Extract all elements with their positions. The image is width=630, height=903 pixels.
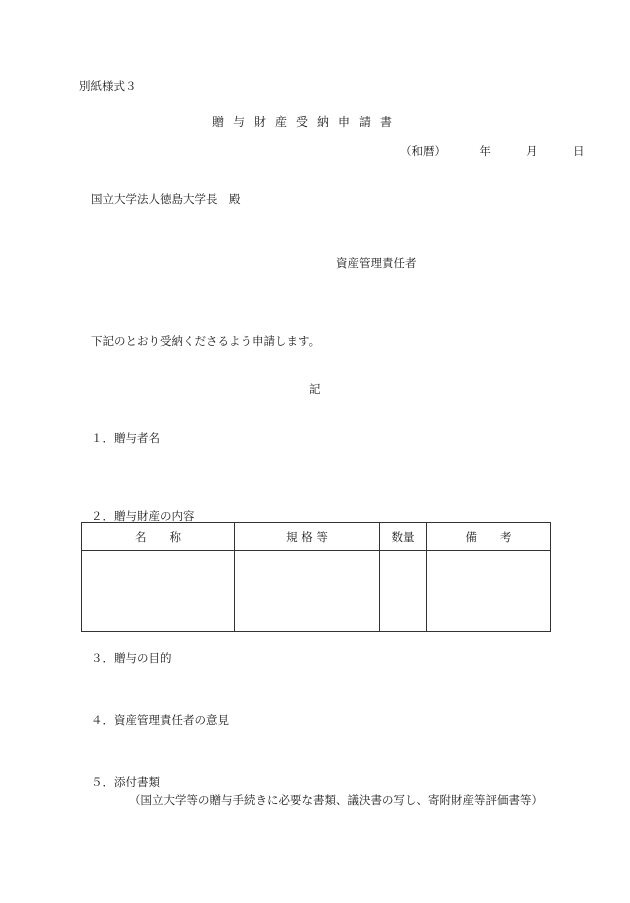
cell-spec[interactable] [235, 551, 380, 632]
section-property-contents: ２．贈与財産の内容 [91, 509, 195, 523]
attachments-note: （国立大学等の贈与手続きに必要な書類、議決書の写し、寄附財産等評価書等） [129, 793, 543, 807]
section-donation-purpose: ３．贈与の目的 [91, 651, 172, 665]
table-header-row [82, 523, 551, 551]
form-label: 別紙様式３ [79, 79, 137, 93]
section-donor-name: １．贈与者名 [91, 431, 160, 445]
header-name: 名 称 [82, 523, 235, 551]
page-title: 贈与財産受納申請書 [212, 115, 402, 129]
date-year: 年 [479, 144, 491, 158]
applicant-title: 資産管理責任者 [336, 256, 417, 270]
header-spec: 規 格 等 [235, 523, 380, 551]
date-era: （和暦） [400, 144, 446, 158]
request-text: 下記のとおり受納くださるよう申請します。 [91, 334, 321, 348]
date-line [400, 143, 584, 159]
section-manager-opinion: ４．資産管理責任者の意見 [91, 713, 229, 727]
header-quantity: 数量 [380, 523, 427, 551]
cell-remarks[interactable] [427, 551, 551, 632]
header-remarks: 備 考 [427, 523, 551, 551]
section-attachments: ５．添付書類 [91, 775, 160, 789]
addressee: 国立大学法人徳島大学長 殿 [91, 192, 241, 206]
date-day: 日 [572, 144, 585, 158]
cell-quantity[interactable] [380, 551, 427, 632]
property-table [81, 522, 551, 632]
ki-marker: 記 [309, 382, 321, 396]
date-month: 月 [526, 144, 538, 158]
cell-name[interactable] [82, 551, 235, 632]
table-row [82, 551, 551, 632]
